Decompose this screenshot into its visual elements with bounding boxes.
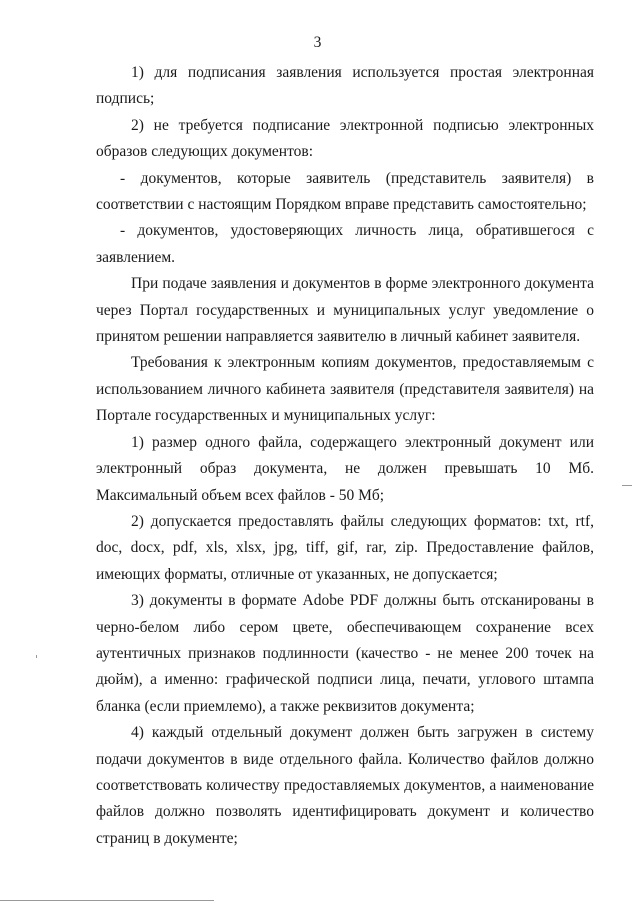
scan-artifact-dot: [36, 655, 37, 658]
paragraph-separate-files: 4) каждый отдельный документ должен быть загружен в систему подачи документов в виде отдельного файла. Количество файлов должно соответствовать количеству предоставляемых документов, а наименование файлов должно позволять идентифицировать документ и количество страниц в документе;: [96, 724, 594, 847]
paragraph-signature-simple: 1) для подписания заявления используется простая электронная подпись;: [96, 64, 594, 108]
paragraph-pdf-scan-quality: 3) документы в формате Adobe PDF должны быть отсканированы в черно-белом либо сером цвете, обеспечивающем сохранение всех аутентичных признаков подлинности (качество - не менее 200 точек на дюйм), а именно: графической подписи лица, печати, углового штампа бланка (если приемлемо), а также реквизитов документа;: [96, 592, 594, 715]
paragraph-documents-self-submitted: - документов, которые заявитель (представитель заявителя) в соответствии с настоящим Порядком вправе представить самостоятельно;: [96, 169, 594, 214]
paragraph-signature-not-required: 2) не требуется подписание электронной подписью электронных образов следующих документов:: [96, 116, 594, 161]
paragraph-copy-requirements-intro: Требования к электронным копиям документов, предоставляемым с использованием личного кабинета заявителя (представителя заявителя) на Портале государственных и муниципальных услуг:: [96, 354, 594, 425]
page-number: 3: [313, 34, 322, 51]
paragraph-identity-documents: - документов, удостоверяющих личность лица, обратившегося с заявлением.: [96, 222, 594, 266]
paragraph-file-size-limit: 1) размер одного файла, содержащего электронный документ или электронный образ документа, не должен превышать 10 Мб. Максимальный объем всех файлов - 50 Мб;: [96, 433, 594, 504]
paragraph-portal-notification: При подаче заявления и документов в форме электронного документа через Портал государственных и муниципальных услуг уведомление о принятом решении направляется заявителю в личный кабинет заявителя.: [96, 275, 594, 346]
scan-artifact-dash: [622, 485, 632, 486]
scan-artifact-bottom-line: [0, 900, 214, 901]
paragraph-allowed-formats: 2) допускается предоставлять файлы следующих форматов: txt, rtf, doc, docx, pdf, xls, xlsx, jpg, tiff, gif, rar, zip. Предоставление файлов, имеющих форматы, отличные от указанных, не допускается;: [96, 512, 594, 583]
document-body: [96, 60, 594, 852]
